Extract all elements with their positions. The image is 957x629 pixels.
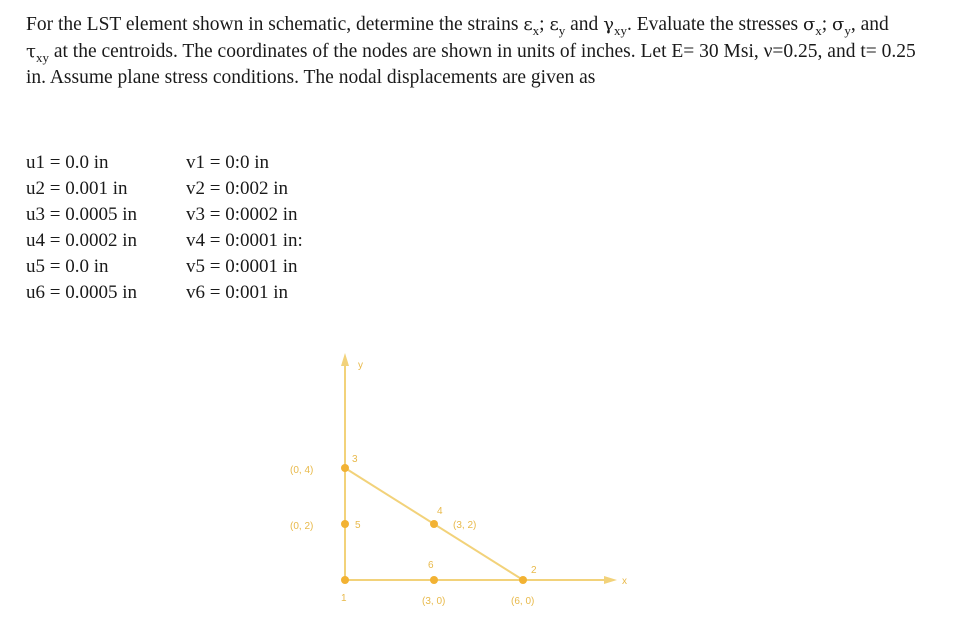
v-displacement: v4 = 0:0001 in:	[186, 230, 303, 251]
node-5-label: 5	[355, 520, 361, 531]
node-4-label: 4	[437, 506, 443, 517]
strain-epsilon-y: ε	[549, 14, 559, 35]
node-6-coord: (3, 0)	[422, 596, 446, 607]
node-1-label: 1	[341, 593, 347, 604]
node-3-label: 3	[352, 454, 358, 465]
node-3-coord: (0, 4)	[290, 465, 314, 476]
node-5	[341, 520, 349, 528]
node-4-coord: (3, 2)	[453, 520, 477, 531]
conjunction: and	[565, 14, 604, 35]
node-2	[519, 576, 527, 584]
stress-sigma-y: σ	[832, 14, 845, 35]
separator: ;	[821, 14, 833, 35]
problem-evaluate: . Evaluate the stresses	[626, 14, 803, 35]
node-5-coord: (0, 2)	[290, 521, 314, 532]
node-6-label: 6	[428, 560, 434, 571]
problem-intro: For the LST element shown in schematic, determine the strains	[26, 14, 524, 35]
subscript-y: y	[558, 22, 566, 38]
subscript-xy: xy	[35, 49, 49, 65]
u-displacement: u2 = 0.001 in	[26, 178, 128, 199]
node-2-label: 2	[531, 565, 537, 576]
node-4	[430, 520, 438, 528]
node-3	[341, 464, 349, 472]
separator: ;	[539, 14, 550, 35]
u-displacement: u5 = 0.0 in	[26, 256, 109, 277]
stress-sigma-x: σ	[802, 14, 816, 35]
subscript-xy: xy	[613, 22, 627, 38]
u-displacement: u4 = 0.0002 in	[26, 230, 137, 251]
node-2-coord: (6, 0)	[511, 596, 535, 607]
subscript-y: y	[844, 22, 851, 38]
x-axis-arrow	[604, 576, 617, 584]
v-displacement: v5 = 0:0001 in	[186, 256, 298, 277]
strain-epsilon-x: ε	[523, 14, 533, 35]
v-displacement: v6 = 0:001 in	[186, 282, 289, 303]
u-displacement: u1 = 0.0 in	[26, 152, 109, 173]
separator: , and	[850, 14, 889, 35]
y-axis-arrow	[341, 353, 349, 366]
x-axis-label: x	[622, 576, 627, 587]
u-displacement: u6 = 0.0005 in	[26, 282, 137, 303]
y-axis-label: y	[358, 360, 363, 371]
v-displacement: v1 = 0:0 in	[186, 152, 270, 173]
subscript-x: x	[815, 22, 822, 38]
problem-conditions: at the centroids. The coordinates of the nodes are shown in units of inches. Let E= 30 Msi, ν=0.25, and t= 0.25 in. Assume plane stress conditions. The nodal displacements are given as	[26, 40, 916, 88]
u-displacement: u3 = 0.0005 in	[26, 204, 137, 225]
strain-gamma-xy: γ	[603, 14, 614, 35]
node-1	[341, 576, 349, 584]
v-displacement: v2 = 0:002 in	[186, 178, 289, 199]
subscript-x: x	[532, 22, 540, 38]
stress-tau-xy: τ	[26, 40, 36, 62]
v-displacement: v3 = 0:0002 in	[186, 204, 298, 225]
node-6	[430, 576, 438, 584]
